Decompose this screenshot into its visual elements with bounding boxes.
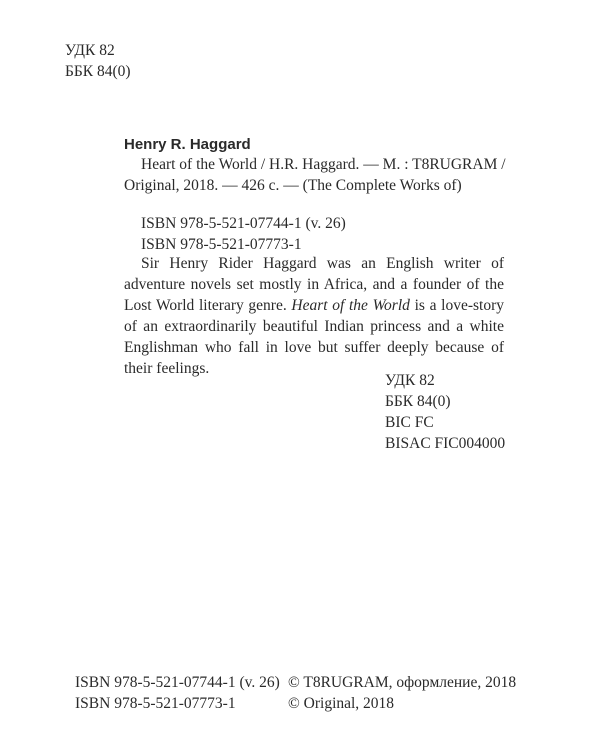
isbn-volume: ISBN 978-5-521-07744-1 (v. 26) — [141, 215, 346, 232]
top-classification-codes — [65, 40, 131, 82]
bibliographic-line-2: Original, 2018. — 426 с. — (The Complete Works of) — [124, 177, 462, 194]
right-classification-codes — [385, 370, 505, 454]
footer-isbn-series: ISBN 978-5-521-07773-1 — [75, 695, 236, 712]
bic-code: BIC FC — [385, 414, 434, 431]
author-name: Henry R. Haggard — [124, 136, 251, 153]
annotation-paragraph — [124, 253, 504, 379]
bbk-code: ББК 84(0) — [385, 393, 451, 410]
footer-copyright — [288, 672, 516, 714]
udk-code: УДК 82 — [385, 372, 435, 389]
annotation-text-2: is a love-story of an extraordinarily beautiful Indian princess and a white Englishman who fall in love but suffer deeply because of their feelings. — [124, 297, 504, 377]
footer-isbn-list — [75, 672, 280, 714]
udk-code: УДК 82 — [65, 42, 115, 59]
copyright-publisher: © T8RUGRAM, оформление, 2018 — [288, 674, 517, 691]
isbn-series: ISBN 978-5-521-07773-1 — [141, 236, 302, 253]
bibliographic-line-1: Heart of the World / H.R. Haggard. — M. : T8RUGRAM / — [141, 156, 506, 173]
isbn-list — [141, 213, 346, 255]
bisac-code: BISAC FIC004000 — [385, 435, 506, 452]
annotation-book-title: Heart of the World — [291, 297, 410, 314]
copyright-original: © Original, 2018 — [288, 695, 395, 712]
footer-isbn-volume: ISBN 978-5-521-07744-1 (v. 26) — [75, 674, 280, 691]
annotation-text-1: Sir Henry Rider Haggard was an English writer of adventure novels set mostly in Africa, and a founder of the Lost World literary genre. — [124, 255, 504, 314]
bbk-code: ББК 84(0) — [65, 63, 131, 80]
